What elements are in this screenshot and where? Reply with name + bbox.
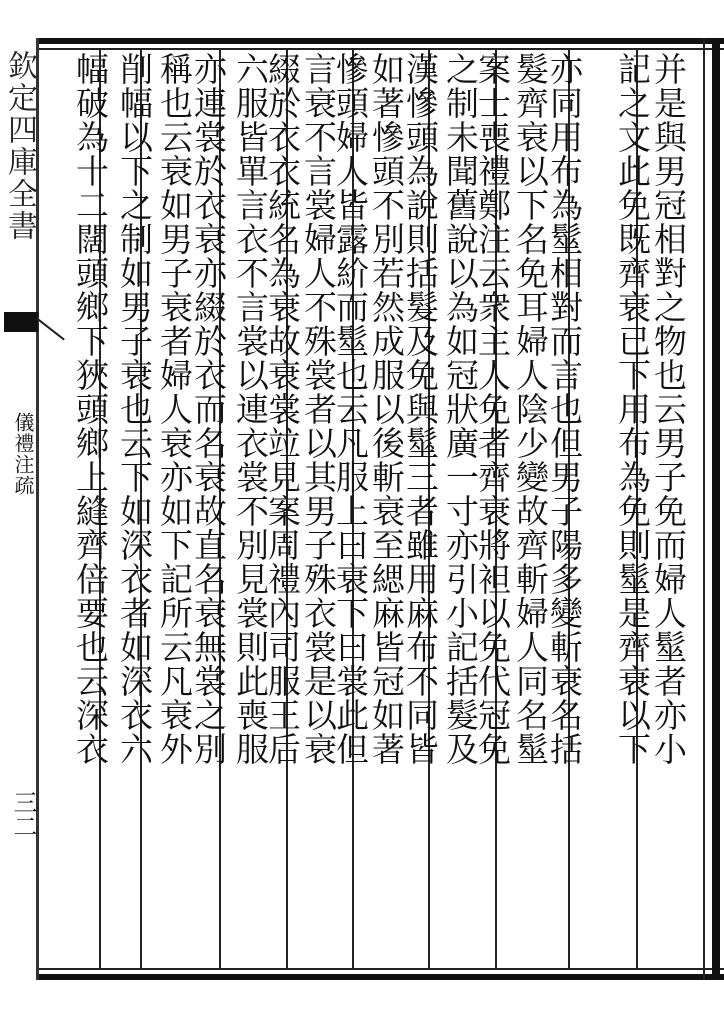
text-column-12: 六服皆單言衣不言裳以連衣裳不別見裳則此喪服 — [231, 52, 270, 766]
text-column-3: 亦同用布為髽相對而言也但男子陽多變斬衰名括 — [545, 52, 584, 766]
text-column-14: 稱也云衰如男子衰者婦人衰亦如下記所云凡衰外 — [155, 52, 194, 766]
frame-right-inner-border — [703, 38, 705, 980]
text-column-10: 言衰不言裳婦人不殊裳者以其男子殊衣裳是以衰 — [299, 52, 338, 766]
text-column-15: 削幅以下之制如男子衰也云下如深衣者如深衣六 — [115, 52, 154, 766]
frame-right-border — [712, 38, 720, 980]
text-column-4: 髮齊衰以下名免耳婦人陰少變故齊斬婦人同名髽 — [511, 52, 550, 766]
text-column-16: 幅破為十二闊頭鄉下狹頭鄉上縫齊倍要也云深衣 — [71, 52, 110, 766]
text-column-6: 之制未聞舊說以為如冠狀廣一寸亦引小記括髮及 — [441, 52, 480, 766]
book-title: 欽定四庫全書 — [2, 50, 37, 242]
frame-bottom-inner-border — [38, 968, 724, 970]
chapter-title: 儀禮注疏 — [11, 412, 35, 496]
page-number: 三二 — [9, 790, 37, 838]
frame-bottom-border — [38, 974, 724, 980]
text-column-11: 綴於衣衣統名為衰故衰裳竝見案周禮內司服王后 — [263, 52, 302, 766]
text-column-2: 記之文此免既齊衰已下用布為免則髽是齊衰以下 — [613, 52, 652, 766]
text-column-5: 案士喪禮鄭注云衆主人免者齊衰將袒以免代冠免 — [473, 52, 512, 766]
text-column-8: 如著慘頭不別若然成服以後斬衰至緦麻皆冠如著 — [367, 52, 406, 766]
text-column-9: 慘頭婦人皆露紒而髽也云凡服上曰衰下曰裳此但 — [331, 52, 370, 766]
frame-top-border — [38, 38, 724, 44]
fishtail-mark — [4, 312, 38, 332]
text-column-7: 漢慘頭為說則括髮及免與髽三者雖用麻布不同皆 — [401, 52, 440, 766]
text-column-13: 亦連裳於衣衰亦綴於衣而名衰故直名衰無裳之別 — [189, 52, 228, 766]
text-column-1: 并是與男冠相對之物也云男子免而婦人髽者亦小 — [649, 52, 688, 766]
